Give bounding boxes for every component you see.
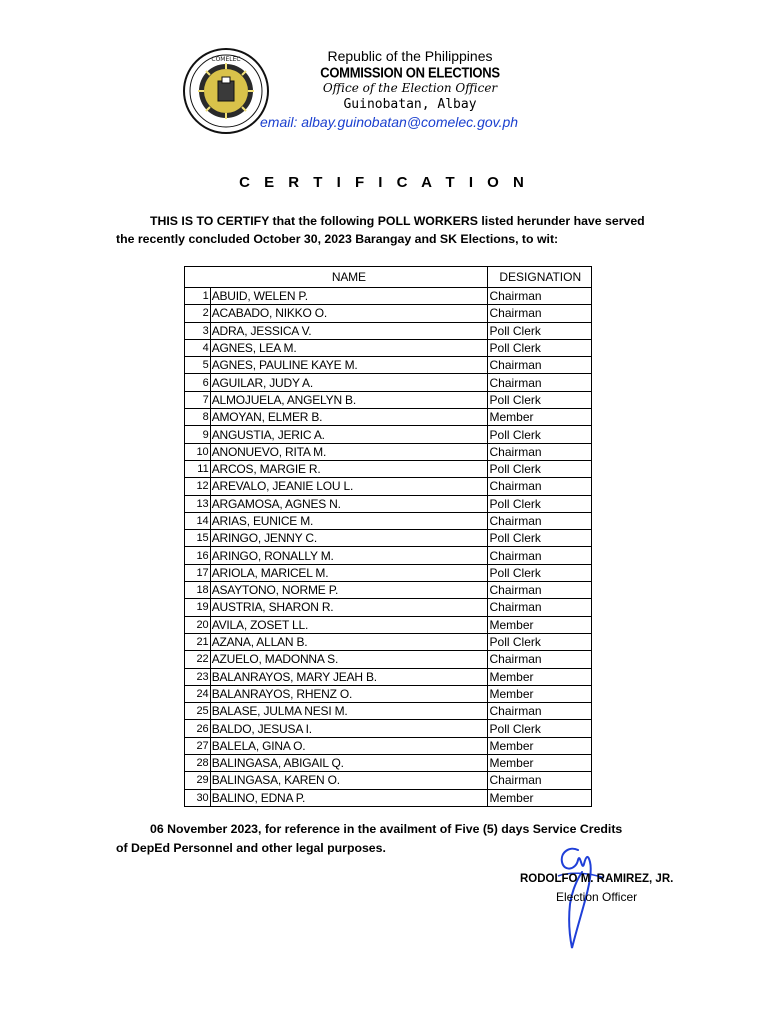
row-name: BALASE, JULMA NESI M.: [210, 703, 487, 720]
comelec-seal-icon: [182, 47, 270, 135]
row-name: ABUID, WELEN P.: [210, 288, 487, 305]
row-designation: Poll Clerk: [487, 322, 591, 339]
row-designation: Chairman: [487, 547, 591, 564]
row-designation: Poll Clerk: [487, 720, 591, 737]
row-name: AUSTRIA, SHARON R.: [210, 599, 487, 616]
intro-line-2: the recently concluded October 30, 2023 Barangay and SK Elections, to wit:: [116, 232, 559, 246]
row-designation: Chairman: [487, 443, 591, 460]
row-designation: Chairman: [487, 703, 591, 720]
table-row: [185, 443, 592, 460]
row-name: BALINO, EDNA P.: [210, 789, 487, 806]
row-designation: Member: [487, 409, 591, 426]
intro-paragraph: [116, 212, 676, 248]
row-designation: Member: [487, 668, 591, 685]
row-designation: Chairman: [487, 772, 591, 789]
row-designation: Chairman: [487, 478, 591, 495]
row-number: 13: [185, 495, 211, 512]
row-number: 25: [185, 703, 211, 720]
row-number: 12: [185, 478, 211, 495]
table-row: [185, 495, 592, 512]
row-name: BALDO, JESUSA I.: [210, 720, 487, 737]
row-number: 10: [185, 443, 211, 460]
row-designation: Chairman: [487, 305, 591, 322]
row-number: 20: [185, 616, 211, 633]
row-designation: Chairman: [487, 651, 591, 668]
footer-line-2: of DepEd Personnel and other legal purposes.: [116, 841, 386, 855]
row-designation: Poll Clerk: [487, 495, 591, 512]
row-designation: Poll Clerk: [487, 460, 591, 477]
table-row: [185, 703, 592, 720]
row-name: ASAYTONO, NORME P.: [210, 582, 487, 599]
table-row: [185, 322, 592, 339]
table-row: [185, 789, 592, 806]
table-row: [185, 530, 592, 547]
row-number: 11: [185, 460, 211, 477]
row-name: ARINGO, RONALLY M.: [210, 547, 487, 564]
table-row: [185, 409, 592, 426]
table-row: [185, 720, 592, 737]
table-row: [185, 460, 592, 477]
row-number: 7: [185, 391, 211, 408]
row-number: 6: [185, 374, 211, 391]
row-number: 14: [185, 512, 211, 529]
table-row: [185, 478, 592, 495]
row-name: ADRA, JESSICA V.: [210, 322, 487, 339]
location-heading: Guinobatan, Albay: [343, 97, 477, 112]
row-designation: Poll Clerk: [487, 339, 591, 356]
table-row: [185, 772, 592, 789]
intro-line-1: THIS IS TO CERTIFY that the following POLL WORKERS listed herunder have served: [150, 214, 645, 228]
row-designation: Chairman: [487, 374, 591, 391]
table-row: [185, 685, 592, 702]
table-row: [185, 737, 592, 754]
row-name: ARINGO, JENNY C.: [210, 530, 487, 547]
document-title: C E R T I F I C A T I O N: [239, 174, 529, 191]
row-number: 30: [185, 789, 211, 806]
table-row: [185, 547, 592, 564]
row-number: 4: [185, 339, 211, 356]
row-number: 24: [185, 685, 211, 702]
row-number: 17: [185, 564, 211, 581]
row-number: 26: [185, 720, 211, 737]
row-number: 29: [185, 772, 211, 789]
table-row: [185, 357, 592, 374]
table-row: [185, 564, 592, 581]
table-row: [185, 426, 592, 443]
row-name: AGUILAR, JUDY A.: [210, 374, 487, 391]
table-row: [185, 288, 592, 305]
row-number: 19: [185, 599, 211, 616]
commission-heading: COMMISSION ON ELECTIONS: [320, 63, 500, 82]
table-row: [185, 305, 592, 322]
row-number: 5: [185, 357, 211, 374]
signatory-title: Election Officer: [556, 890, 638, 904]
row-name: AMOYAN, ELMER B.: [210, 409, 487, 426]
row-name: BALINGASA, KAREN O.: [210, 772, 487, 789]
svg-text:COMELEC: COMELEC: [211, 56, 241, 63]
row-name: ARCOS, MARGIE R.: [210, 460, 487, 477]
row-designation: Member: [487, 685, 591, 702]
table-row: [185, 582, 592, 599]
row-name: ARIAS, EUNICE M.: [210, 512, 487, 529]
table-row: [185, 633, 592, 650]
row-name: ANONUEVO, RITA M.: [210, 443, 487, 460]
row-name: AVILA, ZOSET LL.: [210, 616, 487, 633]
designation-header: DESIGNATION: [487, 267, 591, 288]
row-number: 8: [185, 409, 211, 426]
row-designation: Member: [487, 616, 591, 633]
row-name: BALINGASA, ABIGAIL Q.: [210, 755, 487, 772]
row-designation: Member: [487, 755, 591, 772]
row-designation: Chairman: [487, 582, 591, 599]
footer-line-1: 06 November 2023, for reference in the availment of Five (5) days Service Credits: [150, 822, 623, 836]
row-designation: Member: [487, 737, 591, 754]
row-designation: Chairman: [487, 288, 591, 305]
row-name: BALANRAYOS, MARY JEAH B.: [210, 668, 487, 685]
row-designation: Chairman: [487, 512, 591, 529]
row-name: AREVALO, JEANIE LOU L.: [210, 478, 487, 495]
table-row: [185, 512, 592, 529]
row-designation: Chairman: [487, 599, 591, 616]
row-name: ACABADO, NIKKO O.: [210, 305, 487, 322]
row-designation: Poll Clerk: [487, 633, 591, 650]
row-name: AGNES, LEA M.: [210, 339, 487, 356]
row-designation: Poll Clerk: [487, 391, 591, 408]
signatory-name: RODOLFO M. RAMIREZ, JR.: [520, 873, 674, 885]
row-number: 22: [185, 651, 211, 668]
row-name: ALMOJUELA, ANGELYN B.: [210, 391, 487, 408]
name-header: NAME: [210, 267, 487, 288]
office-heading: Office of the Election Officer: [322, 81, 498, 95]
table-row: [185, 616, 592, 633]
number-header: [185, 267, 211, 288]
table-row: [185, 391, 592, 408]
email-link[interactable]: email: albay.guinobatan@comelec.gov.ph: [260, 114, 519, 130]
row-name: AGNES, PAULINE KAYE M.: [210, 357, 487, 374]
row-number: 18: [185, 582, 211, 599]
row-designation: Poll Clerk: [487, 530, 591, 547]
row-number: 21: [185, 633, 211, 650]
row-name: BALANRAYOS, RHENZ O.: [210, 685, 487, 702]
row-number: 9: [185, 426, 211, 443]
row-number: 28: [185, 755, 211, 772]
row-number: 1: [185, 288, 211, 305]
republic-heading: Republic of the Philippines: [327, 48, 493, 64]
row-number: 15: [185, 530, 211, 547]
row-designation: Chairman: [487, 357, 591, 374]
poll-workers-table: [184, 266, 592, 807]
row-designation: Poll Clerk: [487, 426, 591, 443]
row-designation: Poll Clerk: [487, 564, 591, 581]
row-name: AZANA, ALLAN B.: [210, 633, 487, 650]
table-row: [185, 374, 592, 391]
table-row: [185, 339, 592, 356]
table-row: [185, 755, 592, 772]
row-name: BALELA, GINA O.: [210, 737, 487, 754]
row-number: 27: [185, 737, 211, 754]
table-row: [185, 651, 592, 668]
row-name: AZUELO, MADONNA S.: [210, 651, 487, 668]
table-row: [185, 668, 592, 685]
row-number: 16: [185, 547, 211, 564]
table-row: [185, 599, 592, 616]
row-number: 2: [185, 305, 211, 322]
row-name: ANGUSTIA, JERIC A.: [210, 426, 487, 443]
row-name: ARIOLA, MARICEL M.: [210, 564, 487, 581]
row-name: ARGAMOSA, AGNES N.: [210, 495, 487, 512]
row-number: 3: [185, 322, 211, 339]
row-number: 23: [185, 668, 211, 685]
table-header-row: [185, 267, 592, 288]
row-designation: Member: [487, 789, 591, 806]
